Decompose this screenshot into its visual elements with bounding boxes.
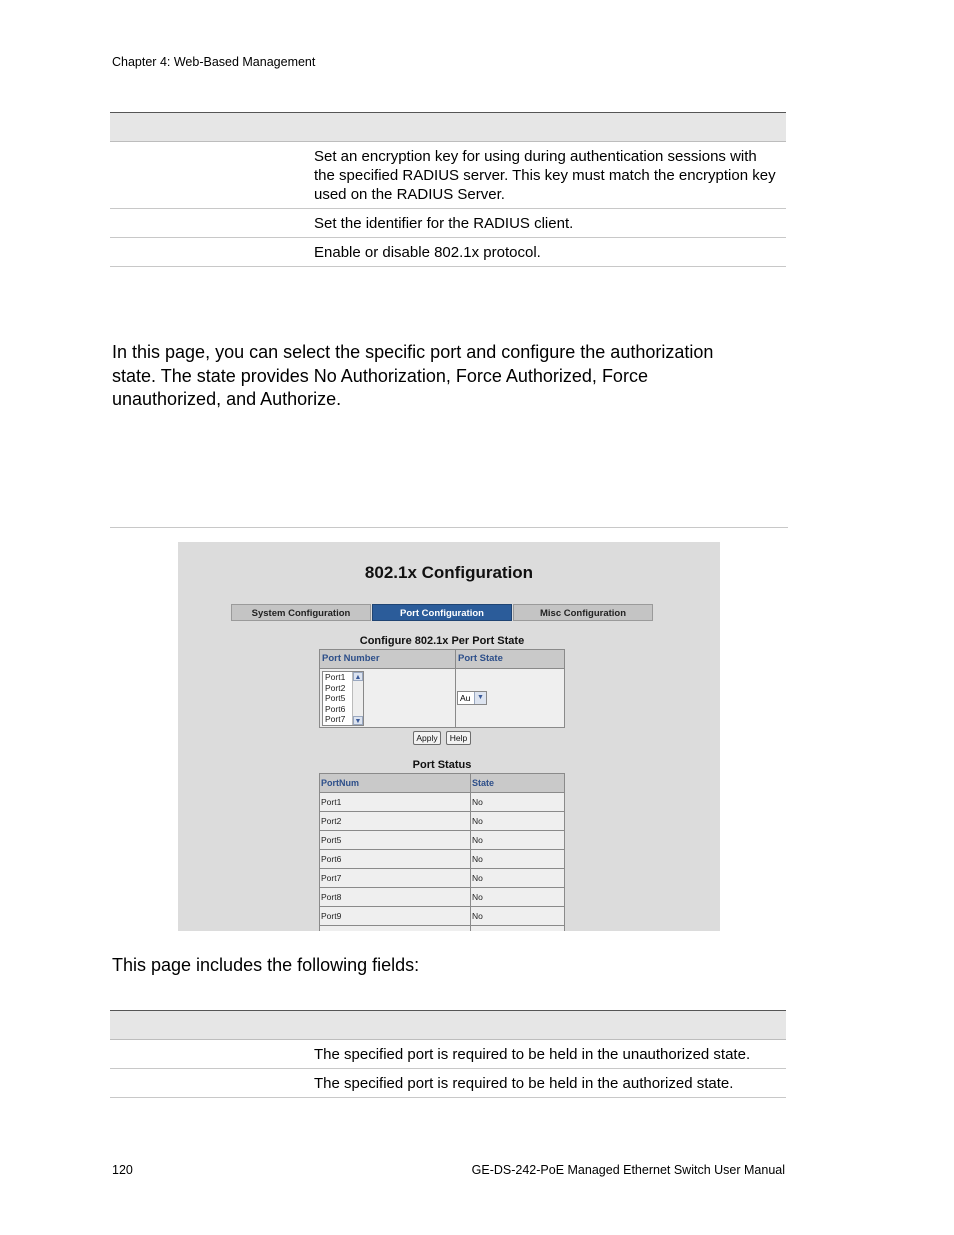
status-state: No — [472, 835, 483, 845]
screenshot-8021x-configuration — [178, 542, 720, 931]
field-name — [110, 238, 314, 266]
scroll-up-icon[interactable]: ▲ — [354, 674, 362, 681]
table-row-partial — [320, 926, 564, 931]
table-row — [320, 850, 564, 869]
status-state: No — [472, 816, 483, 826]
table-row — [110, 1040, 786, 1069]
status-port: Port9 — [320, 907, 471, 925]
field-description: The specified port is required to be held in the unauthorized state. — [314, 1046, 751, 1063]
port-state-select[interactable] — [457, 691, 487, 705]
port-number-cell — [320, 669, 456, 727]
tab-system-configuration[interactable]: System Configuration — [231, 604, 371, 621]
port-option[interactable]: Port6 — [325, 703, 346, 714]
table-row — [110, 238, 786, 267]
status-port: Port5 — [320, 831, 471, 849]
table-row — [320, 812, 564, 831]
field-description: Set an encryption key for using during authentication sessions with the specified RADIUS server. This key must match the encryption key used on the RADIUS Server. — [314, 148, 776, 203]
status-port: Port2 — [320, 812, 471, 830]
scroll-down-icon[interactable]: ▼ — [354, 718, 362, 725]
port-option[interactable]: Port5 — [325, 693, 346, 703]
page-number: 120 — [112, 1163, 133, 1177]
listbox-scrollbar[interactable] — [352, 672, 363, 725]
status-port: Port6 — [320, 850, 471, 868]
apply-button[interactable]: Apply — [413, 731, 441, 745]
tab-misc-configuration[interactable]: Misc Configuration — [513, 604, 653, 621]
status-state: No — [472, 873, 483, 883]
table-row — [110, 142, 786, 209]
port-status-table — [319, 773, 565, 931]
port-option[interactable]: Port7 — [325, 714, 346, 724]
help-button[interactable]: Help — [446, 731, 471, 745]
status-state: No — [472, 911, 483, 921]
tab-port-configuration[interactable]: Port Configuration — [372, 604, 512, 621]
table-row — [320, 831, 564, 850]
field-table-port-state — [110, 1010, 786, 1098]
field-name — [110, 209, 314, 237]
status-port: Port7 — [320, 869, 471, 887]
port-number-listbox[interactable] — [322, 671, 364, 726]
intro-paragraph: In this page, you can select the specific port and configure the authorization state. The state provides No Authorization, Force Authorized, Force unauthorized, and Authorize. — [112, 342, 714, 409]
manual-title: GE-DS-242-PoE Managed Ethernet Switch User Manual — [471, 1163, 785, 1177]
status-port: Port1 — [320, 793, 471, 811]
field-name — [110, 1040, 314, 1068]
table-header — [110, 1010, 786, 1040]
table-header — [110, 112, 786, 142]
status-state-empty — [471, 926, 472, 931]
status-port-empty — [320, 926, 471, 931]
field-description: Set the identifier for the RADIUS client. — [314, 215, 574, 232]
port-number-header: Port Number — [320, 650, 456, 668]
table-row — [320, 907, 564, 926]
table-row — [110, 209, 786, 238]
field-description: The specified port is required to be held in the authorized state. — [314, 1075, 734, 1092]
table-row — [110, 1069, 786, 1098]
field-name — [110, 1069, 314, 1097]
chapter-header: Chapter 4: Web-Based Management — [112, 55, 316, 69]
chevron-down-icon[interactable]: ▼ — [474, 692, 486, 704]
status-caption: Port Status — [412, 759, 472, 771]
status-state: No — [472, 797, 483, 807]
status-header-row — [320, 774, 564, 793]
table-row — [320, 793, 564, 812]
port-option[interactable]: Port1 — [325, 672, 346, 682]
portnum-header: PortNum — [320, 774, 471, 792]
port-option[interactable]: Port2 — [325, 682, 346, 693]
table-row — [320, 888, 564, 907]
table-row — [320, 869, 564, 888]
port-state-header: Port State — [458, 653, 503, 664]
field-description: Enable or disable 802.1x protocol. — [314, 244, 541, 261]
field-table-radius — [110, 112, 786, 267]
screenshot-title: 802.1x Configuration — [364, 563, 534, 582]
port-state-value: Au — [460, 693, 471, 703]
port-config-header — [320, 650, 564, 669]
state-header: State — [472, 778, 495, 788]
fields-caption: This page includes the following fields: — [112, 955, 420, 975]
port-state-cell — [456, 669, 564, 727]
status-state: No — [472, 854, 483, 864]
status-state: No — [472, 892, 483, 902]
field-name — [110, 142, 314, 208]
port-config-table — [319, 649, 565, 728]
status-port: Port8 — [320, 888, 471, 906]
config-caption: Configure 802.1x Per Port State — [359, 635, 525, 647]
divider — [110, 527, 788, 528]
